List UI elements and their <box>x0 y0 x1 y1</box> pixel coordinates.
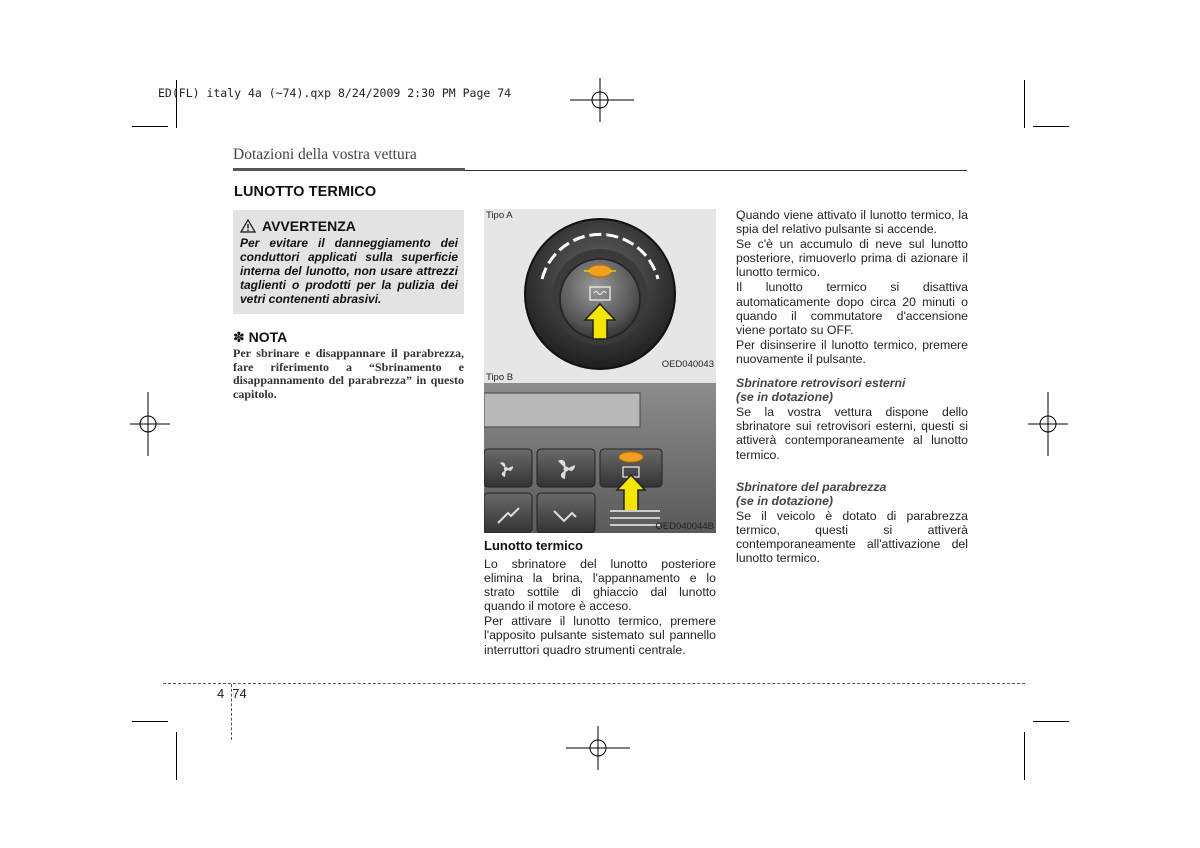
warning-title <box>240 218 356 234</box>
paragraph: Quando viene attivato il lunotto termico, la spia del relativo pulsante si accende. <box>736 208 968 237</box>
page-number <box>217 686 247 701</box>
note-title: ✽ NOTA <box>233 329 288 345</box>
figure-b-label: Tipo B <box>486 372 514 383</box>
figure-a-label: Tipo A <box>486 210 513 221</box>
section-title: Dotazioni della vostra vettura <box>233 146 417 163</box>
column-3-text <box>736 208 968 566</box>
print-slug: ED(FL) italy 4a (~74).qxp 8/24/2009 2:30 PM Page 74 <box>158 86 512 100</box>
note-text: Per sbrinare e disappannare il parabrezza, fare riferimento a “Sbrinamento e disappannamento del parabrezza” in questo capitolo. <box>233 346 464 401</box>
paragraph: Se c'è un accumulo di neve sul lunotto posteriore, rimuoverlo prima di azionare il lunotto termico. <box>736 237 968 280</box>
column-2-text <box>484 557 716 658</box>
registration-mark-right <box>1028 392 1068 456</box>
windshield-defroster-title: Sbrinatore del parabrezza <box>736 479 887 494</box>
climate-panel-illustration <box>484 383 716 533</box>
paragraph: Il lunotto termico si disattiva automaticamente dopo circa 20 minuti o quando il commutatore d'accensione viene portato su OFF. <box>736 280 968 337</box>
main-heading: LUNOTTO TERMICO <box>234 184 377 200</box>
header-rule-accent <box>233 168 465 171</box>
subsection-heading: Lunotto termico <box>484 538 583 553</box>
paragraph: Se la vostra vettura dispone dello sbrinatore sui retrovisori esterni, questi si attiverà contemporaneamente al lunotto termico. <box>736 405 968 462</box>
mirror-defroster-title: Sbrinatore retrovisori esterni <box>736 376 906 391</box>
windshield-defroster-note: (se in dotazione) <box>736 493 834 508</box>
warning-triangle-icon <box>240 219 256 233</box>
warning-text: Per evitare il danneggiamento dei conduttori applicati sulla superficie interna del lunotto, non usare attrezzi taglienti o prodotti per la pulizia dei vetri contenenti abrasivi. <box>240 236 458 306</box>
paragraph: Lo sbrinatore del lunotto posteriore elimina la brina, l'appannamento e lo strato sottile di ghiaccio dal lunotto quando il motore è acceso. <box>484 557 716 614</box>
paragraph: Per disinserire il lunotto termico, premere nuovamente il pulsante. <box>736 337 968 366</box>
figure-type-a <box>484 209 716 371</box>
paragraph: Per attivare il lunotto termico, premere l'apposito pulsante sistemato sul pannello interruttori quadro strumenti centrale. <box>484 614 716 657</box>
chapter-number: 4 <box>217 686 225 701</box>
figure-a-code: OED040043 <box>661 359 714 370</box>
paragraph: Se il veicolo è dotato di parabrezza termico, questi si attiverà contemporaneamente all'attivazione del lunotto termico. <box>736 508 968 566</box>
mirror-defroster-note: (se in dotazione) <box>736 390 834 405</box>
page-number-value: 74 <box>232 686 247 701</box>
registration-mark-left <box>130 392 170 456</box>
registration-mark-top <box>570 78 634 122</box>
registration-mark-bottom <box>566 726 630 770</box>
figure-type-b <box>484 371 716 533</box>
footer-rule <box>163 683 1025 684</box>
warning-title-text: AVVERTENZA <box>262 218 356 234</box>
rear-defrost-knob-illustration <box>484 209 716 371</box>
figure-b-code: OED040044B <box>655 521 714 532</box>
